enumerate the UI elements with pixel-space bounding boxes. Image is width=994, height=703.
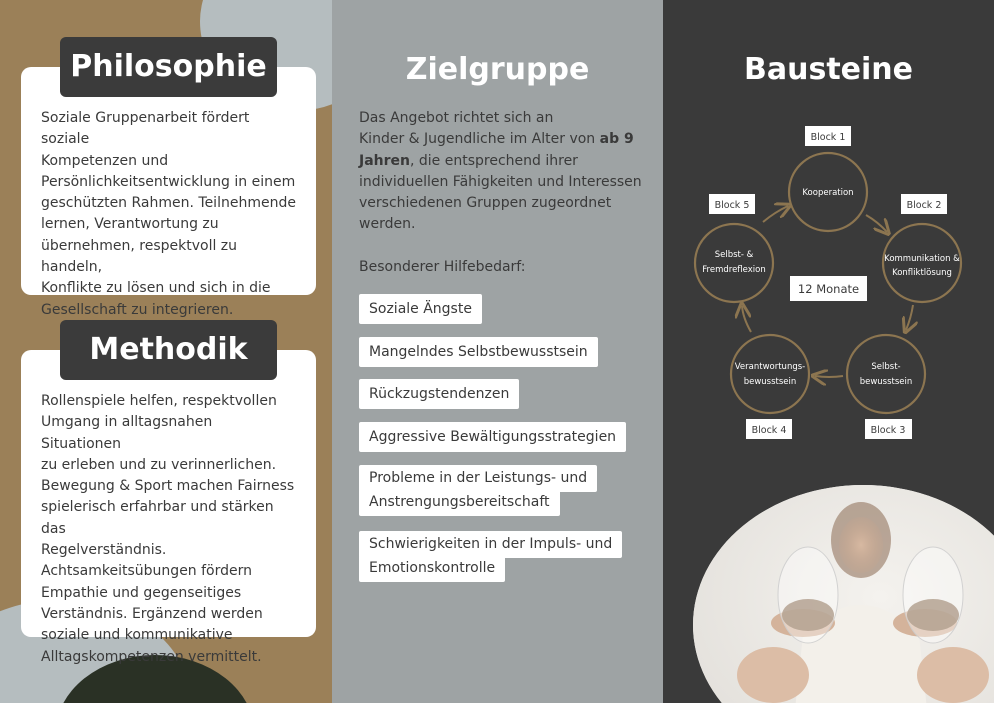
hilfebedarf-subheading: Besonderer Hilfebedarf: [359,259,526,275]
block-topic: Kooperation [802,188,854,198]
cycle-arrow [906,305,913,330]
methodik-heading: Methodik [60,320,277,380]
text-line: Empathie und gegenseitiges [41,584,242,601]
cycle-arrow [866,215,887,232]
text-line: werden. [359,216,416,233]
block-circle [695,224,773,302]
tag-line: Schwierigkeiten in der Impuls- und [359,531,622,558]
block-label: Block 1 [810,132,846,143]
text-span: Kinder & Jugendliche im Alter von [359,131,600,148]
need-tag: Rückzugstendenzen [359,379,519,409]
need-tag [359,531,622,579]
need-tag [359,465,597,513]
methodik-text [41,350,296,668]
block-topic: bewusstsein [743,377,797,387]
text-line [359,151,649,172]
tag-line: Probleme in der Leistungs- und [359,465,597,492]
philosophie-heading: Philosophie [60,37,277,97]
block-topic: Selbst- [871,362,901,372]
column-philosophie-methodik [0,0,332,703]
block-topic: Konfliktlösung [892,268,952,278]
zielgruppe-intro [359,108,649,236]
block-topic: Fremdreflexion [702,265,766,275]
block-topic: Verantwortungs- [734,362,806,372]
text-line: verschiedenen Gruppen zugeordnet [359,195,612,212]
text-line [359,129,649,150]
text-line: übernehmen, respektvoll zu handeln, [41,237,238,276]
text-line: geschützten Rahmen. Teilnehmende [41,195,296,212]
text-line: Umgang in alltagsnahen Situationen [41,414,213,452]
philosophie-card [21,67,316,318]
block-label: Block 3 [870,425,906,436]
philosophie-text [41,67,296,321]
text-line: Das Angebot richtet sich an [359,110,554,126]
text-line: Achtsamkeitsübungen fördern [41,563,253,580]
text-line: zu erleben und zu verinnerlichen. [41,456,277,473]
text-line: individuellen Fähigkeiten und Interessen [359,173,642,190]
block-topic: Kommunikation & [884,254,960,264]
text-line: Alltagskompetenzen vermittelt. [41,648,262,665]
text-line: Regelverständnis. [41,542,167,559]
column-bausteine [663,0,994,703]
text-line: Bewegung & Sport machen Fairness [41,478,295,495]
need-tag: Aggressive Bewältigungsstrategien [359,422,626,452]
block-circle [731,335,809,413]
text-line: Gesellschaft zu integrieren. [41,301,234,318]
zielgruppe-heading: Zielgruppe [405,52,590,87]
tag-line: Emotionskontrolle [359,555,505,582]
hands-holding-hourglass-image [693,485,994,703]
block-topic: bewusstsein [859,377,913,387]
text-line: Rollenspiele helfen, respektvollen [41,393,277,409]
text-line: soziale und kommunikative [41,627,233,644]
tag-line: Anstrengungsbereitschaft [359,489,560,516]
block-circle [847,335,925,413]
age-highlight: ab 9 [599,131,634,148]
cycle-arrow [815,376,843,377]
block-label: Block 2 [906,200,942,211]
text-line: Soziale Gruppenarbeit fördert soziale [41,110,250,148]
need-tag: Soziale Ängste [359,294,482,324]
text-line: Konflikte zu lösen und sich in die [41,280,271,297]
text-line: Verständnis. Ergänzend werden [41,605,263,622]
need-tag: Mangelndes Selbstbewusstsein [359,337,598,367]
methodik-card [21,350,316,665]
bausteine-heading: Bausteine [744,52,913,87]
text-span: , die entsprechend ihrer [410,152,578,169]
block-label: Block 5 [714,200,750,211]
cycle-arrow [742,306,751,332]
column-zielgruppe [332,0,663,703]
bausteine-cycle-diagram [663,110,994,450]
block-topic: Selbst- & [714,250,754,260]
block-label: Block 4 [751,425,787,436]
text-line: Kompetenzen und [41,152,169,169]
cycle-arrow [763,206,788,222]
age-highlight: Jahren [359,152,410,169]
text-line: spielerisch erfahrbar und stärken das [41,499,274,537]
duration-label: 12 Monate [797,282,860,296]
text-line: lernen, Verantwortung zu [41,216,219,233]
text-line: Persönlichkeitsentwicklung in einem [41,173,296,190]
